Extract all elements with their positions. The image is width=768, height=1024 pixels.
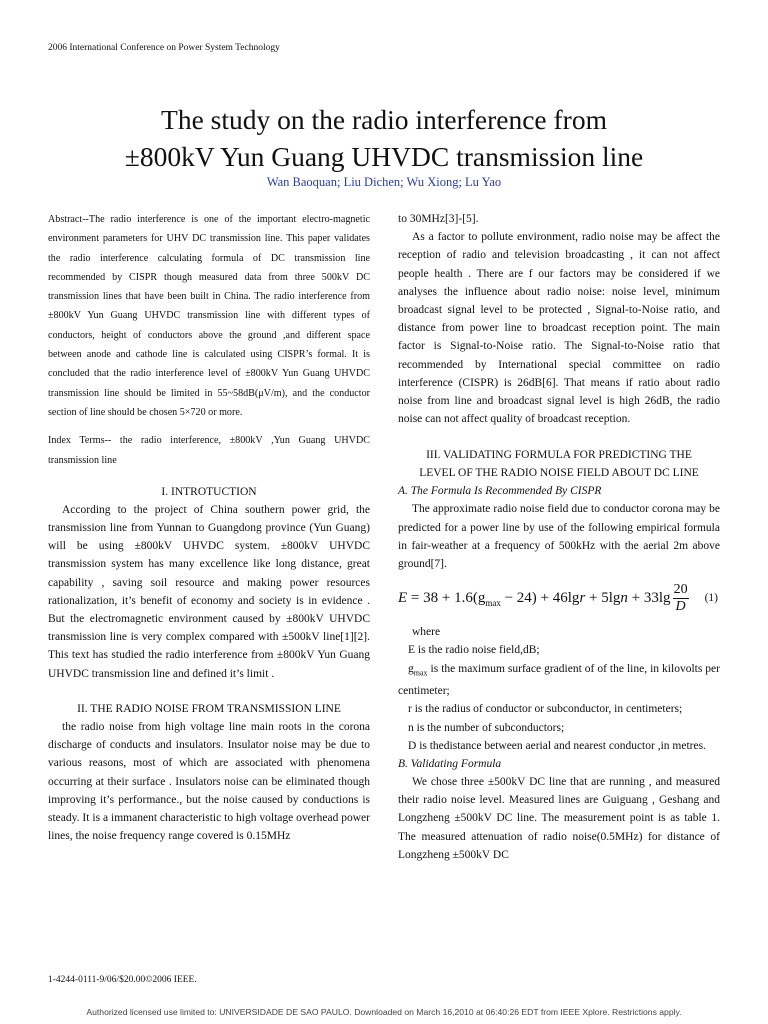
continuation-text: to 30MHz[3]-[5]. <box>398 213 479 225</box>
equation-var-n: n <box>620 589 628 606</box>
where-label: where <box>412 626 441 639</box>
title-line-1: The study on the radio interference from <box>161 104 607 135</box>
definition-n <box>398 719 720 737</box>
definition-subscript: max <box>413 667 428 677</box>
equation-part-c: + 5lg <box>585 589 621 606</box>
equation-1 <box>398 575 720 621</box>
definition-text: is the radius of conductor or subconductor, in centimeters; <box>411 703 683 716</box>
download-notice: Authorized licensed use limited to: UNIVERSIDADE DE SAO PAULO. Downloaded on March 16,2010 at 06:40:26 EDT from IEEE Xplore. Restrictions apply. <box>86 1007 682 1017</box>
section3-heading-line-1: III. VALIDATING FORMULA FOR PREDICTING THE <box>426 449 692 462</box>
index-terms: Index Terms-- the radio interference, ±800kV ,Yun Guang UHVDC transmission line <box>48 435 370 466</box>
abstract: Abstract--The radio interference is one of the important electro-magnetic environment parameters for UHV DC transmission line. This paper validates the radio interference calculating formula of DC transmission line recommended by CISPR though measured data from three 500kV DC transmission lines that have been built in China. The radio interference from ±800kV Yun Guang UHVDC transmission line with different types of conductors, height of conductors above the ground ,and different space between anode and cathode line is calculated using CISPR’s formal. It is concluded that the radio interference level of ±800kV Yun Guang UHVDC transmission line should be limited in 55~58dB(μV/m), and the conductor section of line should be chosen 5×720 or more. <box>48 214 370 418</box>
copyright-line: 1-4244-0111-9/06/$20.00©2006 IEEE. <box>48 975 197 985</box>
definition-symbol: g <box>408 662 414 675</box>
equation-lhs: E <box>398 589 408 606</box>
definition-r <box>398 700 720 718</box>
title-line-2: ±800kV Yun Guang UHVDC transmission line <box>124 141 644 172</box>
subsection-heading-validating: B. Validating Formula <box>398 757 502 770</box>
right-column <box>398 210 720 864</box>
section-heading-introduction: I. INTROTUCTION <box>161 485 257 498</box>
equation-var-r: r <box>579 589 586 606</box>
equation-fraction <box>673 582 689 615</box>
definition-text: is the number of subconductors; <box>413 721 565 734</box>
paper-title <box>60 101 708 175</box>
section3-heading-line-2: LEVEL OF THE RADIO NOISE FIELD ABOUT DC LINE <box>419 467 699 480</box>
definition-D <box>398 737 720 755</box>
conference-header: 2006 International Conference on Power System Technology <box>48 43 280 53</box>
equation-part-a: = 38 + 1.6(g <box>407 589 486 606</box>
fraction-numerator: 20 <box>673 581 688 597</box>
formula-intro-paragraph: The approximate radio noise field due to conductor corona may be predicted for a power line by use of the following empirical formula in fair-weather at a frequency of 500kHz with the aerial 2m above ground[7]. <box>398 503 720 571</box>
author-list: Wan Baoquan; Liu Dichen; Wu Xiong; Lu Yao <box>266 175 502 189</box>
definition-symbol: r <box>408 703 412 716</box>
subsection-heading-cispr-formula: A. The Formula Is Recommended By CISPR <box>398 485 602 498</box>
definition-text: is the maximum surface gradient of of the line, in kilovolts per centimeter; <box>398 662 720 698</box>
introduction-paragraph: According to the project of China southern power grid, the transmission line from Yunnan to Guangdong province (Yun Guang) will be using ±800kV UHVDC system. ±800kV UHVDC transmission system has many excellence like long distance, great capability , saving soil resource and making power resources rationalization, it’s benefit of economy and society is in evidence . But the electromagnetic environment caused by ±800kV UHVDC transmission line is very complex compared with ±500kV line[1][2]. This text has studied the radio interference from ±800kV Yun Guang UHVDC transmission line and defined it’s limit . <box>48 503 370 680</box>
radio-noise-paragraph: the radio noise from high voltage line main roots in the corona discharge of conducts and insulators. Insulator noise may be due to various reasons, most of which are associated with phenomena occurring at their surface . Insulators noise can be eliminated though improving it’s performance., but the noise caused by conductions is steady. It is a immanent characteristic to high voltage overhead power lines, the noise frequency range covered is 0.15MHz <box>48 720 370 843</box>
section-heading-radio-noise: II. THE RADIO NOISE FROM TRANSMISSION LINE <box>77 702 341 715</box>
definition-gmax <box>398 660 720 701</box>
equation-number: (1) <box>704 592 718 605</box>
definition-E <box>398 641 720 659</box>
section-heading-validating-formula <box>398 446 720 482</box>
definition-text: is the radio noise field,dB; <box>415 644 540 657</box>
definition-symbol: D <box>408 739 417 752</box>
equation-part-b: − 24) + 46lg <box>500 589 580 606</box>
equation-body <box>398 582 689 615</box>
fraction-denominator: D <box>675 598 686 614</box>
signal-noise-paragraph: As a factor to pollute environment, radio noise may be affect the reception of radio and television broadcasting , it can not affect people health . There are f our factors may be considered if we analyses the influence about radio noise: noise level, minimum broadcast signal level to be protected , Signal-to-Noise ratio, and distance from power line to broadcast reception point. The main factor is Signal-to-Noise ratio. The Signal-to-Noise ratio that recommended by International special committee on radio interference (CISPR) is 26dB[6]. That means if ratio about radio noise from line and broadcast signal level is high 26dB, the radio noise can not affect quality of broadcast reception. <box>398 231 720 426</box>
definition-symbol: n <box>408 721 414 734</box>
validation-paragraph: We chose three ±500kV DC line that are running , and measured their radio noise level. Measured lines are Guiguang , Geshang and Longzheng ±500kV DC line. The measurement point is as table 1. The measured attenuation of radio noise(0.5MHz) for distance of Longzheng ±500kV DC <box>398 775 720 861</box>
equation-subscript: max <box>485 597 501 608</box>
definition-symbol: E <box>408 644 416 657</box>
definition-text: is thedistance between aerial and nearest conductor ,in metres. <box>416 739 706 752</box>
equation-part-d: + 33lg <box>627 589 671 606</box>
left-column <box>48 210 370 845</box>
